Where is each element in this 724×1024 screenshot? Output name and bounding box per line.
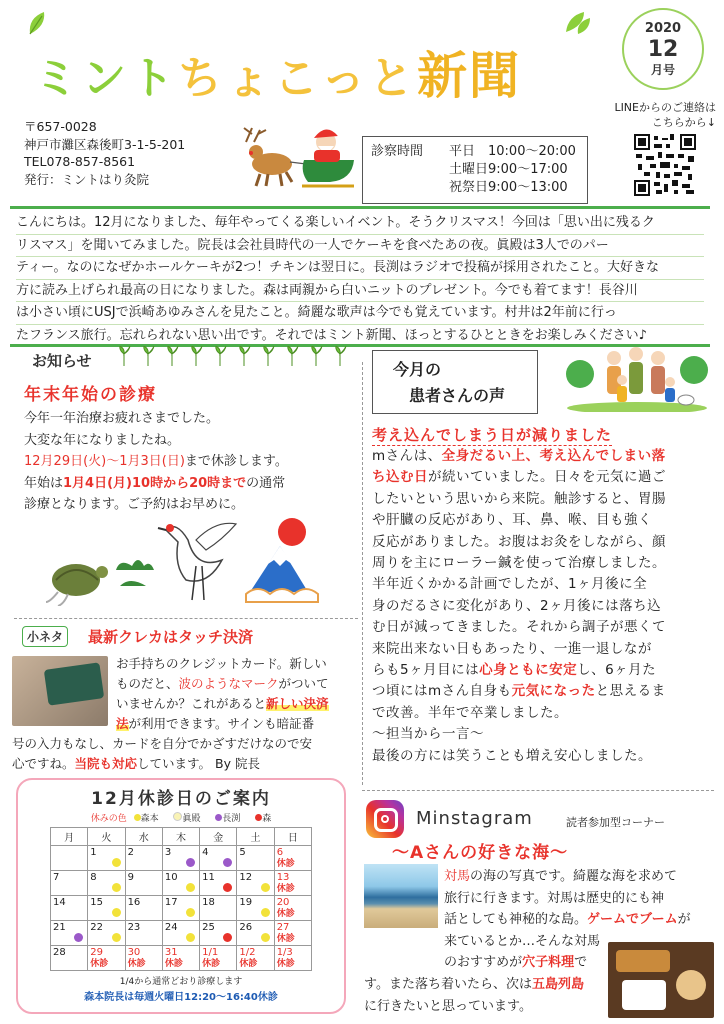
calendar-note-2: 森本院長は毎週火曜日12:20〜16:40休診 xyxy=(84,992,278,1003)
closure-dot xyxy=(186,883,195,892)
calendar-day xyxy=(200,946,237,971)
office-hours xyxy=(362,136,588,204)
day-number: 18 xyxy=(202,897,215,908)
day-number: 16 xyxy=(127,897,141,908)
notice-title: 年末年始の診療 xyxy=(24,385,157,405)
day-number: 11 xyxy=(202,872,215,883)
issue-year: 2020 xyxy=(644,21,682,36)
day-number: 20 xyxy=(276,897,290,908)
issue-month: 12 xyxy=(647,37,679,62)
calendar-day xyxy=(162,871,199,896)
closure-dot xyxy=(223,858,232,867)
instagram-icon xyxy=(366,800,404,838)
insta-body-cont: す。また落ち着いたら、次は五島列島 に行きたいと思っています。 xyxy=(364,977,584,1014)
closed-label: 休診 xyxy=(164,959,183,969)
family-illustration xyxy=(566,340,708,416)
day-number: 14 xyxy=(53,897,66,908)
calendar-day xyxy=(200,896,237,921)
day-number: 1 xyxy=(90,847,97,858)
publisher: 発行：ミントはり灸院 xyxy=(24,171,150,187)
day-number: 6 xyxy=(276,847,284,858)
hours-holiday: 祝祭日9:00〜13:00 xyxy=(449,180,568,195)
insta-subtitle: 〜Aさんの好きな海〜 xyxy=(392,843,569,863)
day-number: 12 xyxy=(239,872,253,883)
day-number: 27 xyxy=(276,922,290,933)
day-number: 10 xyxy=(164,872,178,883)
calendar-day xyxy=(162,921,199,946)
closure-dot xyxy=(261,933,270,942)
closure-dot xyxy=(186,933,195,942)
divider xyxy=(362,790,714,791)
calendar-day xyxy=(125,921,162,946)
calendar-title: 12月休診日のご案内 xyxy=(91,789,271,809)
weekday-header: 土 xyxy=(237,828,274,846)
calendar-week xyxy=(51,946,312,971)
tip-body: お手持ちのクレジットカード。新しい ものだと、波のようなマークがついて いませんか？これがあると新しい決済 法が利用できます。サインも暗証番 xyxy=(116,656,329,731)
hours-saturday: 土曜日9:00〜17:00 xyxy=(449,162,568,177)
calendar-day xyxy=(237,871,274,896)
day-number: 4 xyxy=(202,847,209,858)
closure-calendar xyxy=(16,778,346,1014)
day-number: 1/3 xyxy=(276,947,293,958)
calendar-day xyxy=(237,846,274,871)
calendar-week xyxy=(51,871,312,896)
calendar-day xyxy=(88,946,125,971)
closure-dot xyxy=(223,883,232,892)
calendar-day xyxy=(274,921,311,946)
calendar-legend: 休みの色 森本 眞殿 長渕 森 xyxy=(90,814,272,824)
calendar-day xyxy=(162,896,199,921)
tip-title: 最新クレカはタッチ決済 xyxy=(88,628,254,646)
calendar-day xyxy=(200,846,237,871)
postal-code: 〒657-0028 xyxy=(24,119,97,134)
insta-tag: 読者参加型コーナー xyxy=(566,816,665,829)
right-column-border xyxy=(362,362,364,785)
day-number: 25 xyxy=(202,922,215,933)
weekday-header: 月 xyxy=(51,828,88,846)
card-icon xyxy=(44,662,104,705)
closure-dot xyxy=(186,858,195,867)
santa-sleigh-illustration xyxy=(242,122,358,198)
day-number: 28 xyxy=(53,947,66,958)
calendar-day xyxy=(200,871,237,896)
weekday-header: 水 xyxy=(125,828,162,846)
new-year-illustration xyxy=(46,510,346,610)
weekday-header: 金 xyxy=(200,828,237,846)
calendar-day xyxy=(162,946,199,971)
day-number: 1/2 xyxy=(239,947,256,958)
closed-label: 休診 xyxy=(90,959,109,969)
day-number: 8 xyxy=(90,872,97,883)
closure-dot xyxy=(74,933,83,942)
closure-dot xyxy=(112,858,121,867)
calendar-day xyxy=(237,921,274,946)
intro-text: こんにちは。12月になりました、毎年やってくる楽しいイベント。そうクリスマス！今回は「思い出に残るク リスマス」を聞いてみました。院長は会社員時代の一人でケーキを食べたあの夜。眞殿は3人でのパー ティー。なのになぜかホールケーキが2つ！チキンは翌日に。長渕はラジオで投稿が採用されたこと。大好きな 方に読み上げられ最高の日になりました。森は両親から白いニットのプレゼント。今でも着てます！長谷川 は小さい頃にUSJで浜崎あゆみさんを見たこと。綺麗な歌声は今でも覚えています。村井は2年前に行っ たフランス旅行。忘れられない思い出です。それではミント新聞、ほっとするひとときをお楽しみください♪ xyxy=(10,212,710,347)
day-number: 7 xyxy=(53,872,60,883)
closure-dot xyxy=(223,933,232,942)
day-number: 26 xyxy=(239,922,253,933)
notice-body: 今年一年治療お疲れさまでした。 大変な年になりましたね。 12月29日(火)〜1月3日(日)まで休診します。 年始は1月4日(月)10時から20時までの通常 診療となります。ご予約はお早めに。 xyxy=(24,411,288,512)
tip-body-cont: 号の入力もなし、カードを自分でかざすだけなので安 心ですね。当院も対応しています。 By 院長 xyxy=(12,736,313,771)
day-number: 24 xyxy=(164,922,178,933)
calendar-day xyxy=(162,846,199,871)
phone[interactable]: TEL078-857-8561 xyxy=(24,154,136,169)
weekday-header: 火 xyxy=(88,828,125,846)
address: 神戸市灘区森後町3-1-5-201 xyxy=(24,136,186,152)
closure-dot xyxy=(186,908,195,917)
day-number: 3 xyxy=(164,847,172,858)
hours-label: 診察時間 xyxy=(371,144,424,159)
calendar-day xyxy=(237,896,274,921)
day-number: 19 xyxy=(239,897,253,908)
calendar-day xyxy=(274,871,311,896)
issue-suffix: 月号 xyxy=(650,63,675,77)
calendar-day xyxy=(237,946,274,971)
closure-dot xyxy=(261,883,270,892)
closed-label: 休診 xyxy=(276,909,295,919)
calendar-day xyxy=(274,846,311,871)
patient-body: mさんは、全身だるい上、考え込んでしまい落 ち込む日が続いていました。日々を元気に過ご したいという思いから来院。触診すると、胃腸 や肝臓の反応があり、耳、鼻、喉、目も強く 反応がありました。お腹はお灸をしながら、顔 周りを主にローラー鍼を使って治療しました。 半年近くかかる計画でしたが、1ヶ月後に全 身のだるさに変化があり、2ヶ月後には落ち込 む日が減ってきました。それから調子が悪くて 来院出来ない日もあったり、一進一退しなが らも5ヶ月目には心身ともに安定し、6ヶ月た つ頃にはmさん自身も元気になったと思えるま で改善。半年で卒業しました。 〜担当から一言〜 最後の方には笑うことも増え安心しました。 xyxy=(372,448,666,764)
calendar-note: 1/4から通常どおり診療します xyxy=(119,977,243,987)
calendar-day xyxy=(51,896,88,921)
calendar-day xyxy=(200,921,237,946)
legend-dot xyxy=(134,814,141,821)
closed-label: 休診 xyxy=(239,959,258,969)
calendar-week xyxy=(51,846,312,871)
title-mint: ミント xyxy=(34,53,178,104)
calendar-grid xyxy=(50,827,312,971)
day-number: 22 xyxy=(90,922,104,933)
day-number: 29 xyxy=(90,947,104,958)
patient-heading: 今月の 患者さんの声 xyxy=(372,350,538,414)
calendar-day xyxy=(88,921,125,946)
calendar-day xyxy=(125,896,162,921)
closed-label: 休診 xyxy=(276,934,295,944)
patient-title: 考え込んでしまう日が減りました xyxy=(372,426,613,444)
sea-photo xyxy=(364,864,438,928)
line-note: LINEからのご連絡は こちらから↓ xyxy=(614,101,716,129)
insta-body: 対馬の海の写真です。綺麗な海を求めて 旅行に行きます。対馬は歴史的にも神 話としても神秘的な島。ゲームでブームが 来ているとか…そんな対馬 のおすすめが穴子料理で xyxy=(444,869,691,970)
tip-label: 小ネタ xyxy=(22,626,68,647)
calendar-week xyxy=(51,921,312,946)
title-choko: ちょこっと xyxy=(178,53,418,104)
closure-dot xyxy=(112,908,121,917)
divider xyxy=(14,618,358,619)
day-number: 17 xyxy=(164,897,178,908)
issue-badge xyxy=(622,8,704,90)
calendar-day xyxy=(88,846,125,871)
day-number: 15 xyxy=(90,897,104,908)
day-number: 23 xyxy=(127,922,141,933)
closed-label: 休診 xyxy=(276,959,295,969)
calendar-day xyxy=(88,871,125,896)
notice-heading: お知らせ xyxy=(32,352,92,370)
closure-dot xyxy=(112,933,121,942)
day-number: 31 xyxy=(164,947,178,958)
sprouts-decoration xyxy=(118,346,352,372)
leaf-icon xyxy=(564,10,592,40)
day-number: 5 xyxy=(239,847,246,858)
calendar-day xyxy=(125,871,162,896)
calendar-day xyxy=(51,871,88,896)
divider xyxy=(10,206,710,209)
masthead-title xyxy=(34,36,521,108)
day-number: 2 xyxy=(127,847,134,858)
insta-title: Minstagram xyxy=(416,808,533,829)
closure-dot xyxy=(261,908,270,917)
day-number: 1/1 xyxy=(202,947,219,958)
title-paper: 新聞 xyxy=(417,47,522,105)
day-number: 30 xyxy=(127,947,141,958)
weekday-header: 木 xyxy=(162,828,199,846)
closed-label: 休診 xyxy=(127,959,146,969)
calendar-day xyxy=(274,946,311,971)
calendar-day xyxy=(274,896,311,921)
calendar-week xyxy=(51,896,312,921)
weekday-header: 日 xyxy=(274,828,311,846)
closed-label: 休診 xyxy=(276,884,295,894)
credit-card-photo xyxy=(12,656,108,726)
closure-dot xyxy=(112,883,121,892)
day-number: 13 xyxy=(276,872,290,883)
day-number: 21 xyxy=(53,922,66,933)
line-qr-code[interactable] xyxy=(634,134,696,196)
calendar-day xyxy=(125,946,162,971)
day-number: 9 xyxy=(127,872,134,883)
closed-label: 休診 xyxy=(202,959,221,969)
hours-weekday: 平日 10:00〜20:00 xyxy=(449,144,576,159)
calendar-day xyxy=(51,921,88,946)
closed-label: 休診 xyxy=(276,859,295,869)
calendar-day xyxy=(51,946,88,971)
calendar-day xyxy=(51,846,88,871)
clinic-info xyxy=(24,118,185,188)
calendar-day xyxy=(88,896,125,921)
calendar-day xyxy=(125,846,162,871)
